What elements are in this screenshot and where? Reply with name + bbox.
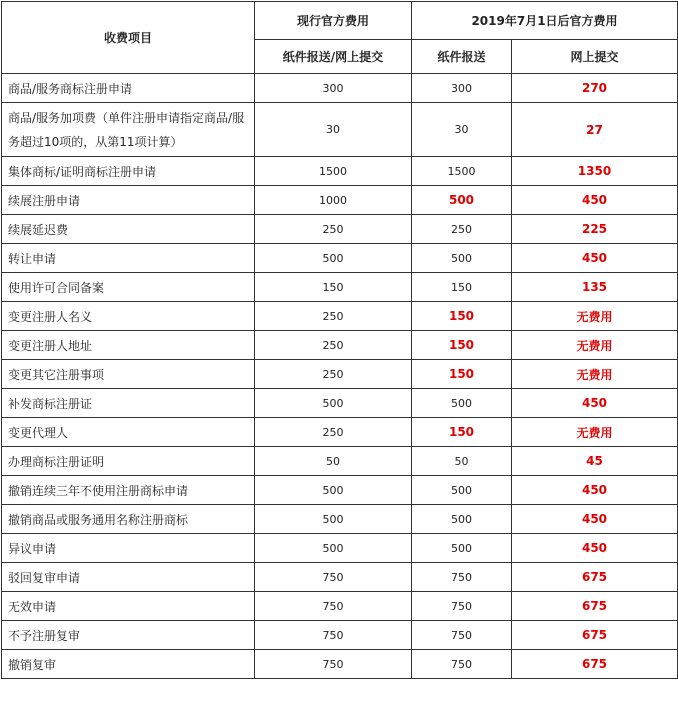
fee-current: 500: [255, 505, 412, 534]
header-new: 2019年7月1日后官方费用: [412, 2, 678, 40]
header-new-online: 网上提交: [512, 40, 678, 74]
fee-item-name: 驳回复审申请: [2, 563, 255, 592]
fee-new-online: 无费用: [512, 360, 678, 389]
fee-new-paper: 500: [412, 534, 512, 563]
fee-current: 150: [255, 273, 412, 302]
fee-item-name: 转让申请: [2, 244, 255, 273]
table-row: [2, 476, 678, 505]
fee-item-name: 变更注册人地址: [2, 331, 255, 360]
fee-current: 750: [255, 563, 412, 592]
fee-new-paper: 150: [412, 331, 512, 360]
fee-new-paper: 750: [412, 650, 512, 679]
fee-new-online: 225: [512, 215, 678, 244]
fee-new-paper: 500: [412, 244, 512, 273]
fee-new-online: 675: [512, 621, 678, 650]
header-current-sub: 纸件报送/网上提交: [255, 40, 412, 74]
fee-new-paper: 500: [412, 389, 512, 418]
fee-current: 250: [255, 215, 412, 244]
fee-new-online: 450: [512, 389, 678, 418]
fee-current: 250: [255, 331, 412, 360]
table-row: [2, 650, 678, 679]
fee-new-online: 270: [512, 74, 678, 103]
fee-current: 1000: [255, 186, 412, 215]
table-row: [2, 215, 678, 244]
table-row: [2, 331, 678, 360]
fee-new-online: 450: [512, 505, 678, 534]
fee-new-paper: 750: [412, 621, 512, 650]
fee-current: 500: [255, 534, 412, 563]
fee-new-paper: 150: [412, 418, 512, 447]
fee-current: 500: [255, 244, 412, 273]
table-row: [2, 505, 678, 534]
table-row: [2, 103, 678, 157]
fee-current: 300: [255, 74, 412, 103]
fee-current: 750: [255, 650, 412, 679]
fee-new-online: 1350: [512, 157, 678, 186]
fee-new-online: 无费用: [512, 418, 678, 447]
fee-current: 250: [255, 302, 412, 331]
fee-item-name: 使用许可合同备案: [2, 273, 255, 302]
fee-new-online: 无费用: [512, 331, 678, 360]
fee-item-name: 办理商标注册证明: [2, 447, 255, 476]
table-row: [2, 186, 678, 215]
fee-current: 50: [255, 447, 412, 476]
fee-new-online: 450: [512, 186, 678, 215]
table-row: [2, 563, 678, 592]
fee-current: 30: [255, 103, 412, 157]
table-row: [2, 592, 678, 621]
fee-new-online: 450: [512, 534, 678, 563]
header-item: 收费项目: [2, 2, 255, 74]
fee-new-online: 675: [512, 650, 678, 679]
fee-item-name: 续展延迟费: [2, 215, 255, 244]
header-new-paper: 纸件报送: [412, 40, 512, 74]
fee-new-paper: 300: [412, 74, 512, 103]
fee-new-online: 135: [512, 273, 678, 302]
fee-new-paper: 150: [412, 302, 512, 331]
fee-new-online: 675: [512, 563, 678, 592]
table-row: [2, 157, 678, 186]
table-row: [2, 418, 678, 447]
fee-new-paper: 750: [412, 592, 512, 621]
fee-new-paper: 250: [412, 215, 512, 244]
fee-new-paper: 750: [412, 563, 512, 592]
table-row: [2, 389, 678, 418]
table-row: [2, 534, 678, 563]
table-row: [2, 621, 678, 650]
fee-item-name: 变更其它注册事项: [2, 360, 255, 389]
fee-item-name: 变更注册人名义: [2, 302, 255, 331]
fee-item-name: 续展注册申请: [2, 186, 255, 215]
fee-new-paper: 500: [412, 186, 512, 215]
fee-new-paper: 500: [412, 505, 512, 534]
fee-item-name: 变更代理人: [2, 418, 255, 447]
fee-new-paper: 50: [412, 447, 512, 476]
fee-item-name: 撤销商品或服务通用名称注册商标: [2, 505, 255, 534]
fee-new-online: 450: [512, 476, 678, 505]
fee-current: 1500: [255, 157, 412, 186]
table-row: [2, 74, 678, 103]
fee-current: 250: [255, 418, 412, 447]
fee-item-name: 补发商标注册证: [2, 389, 255, 418]
fee-new-paper: 30: [412, 103, 512, 157]
fee-current: 750: [255, 592, 412, 621]
fee-item-name: 不予注册复审: [2, 621, 255, 650]
fee-item-name: 商品/服务商标注册申请: [2, 74, 255, 103]
table-row: [2, 447, 678, 476]
fee-table-body: [2, 74, 678, 679]
table-row: [2, 360, 678, 389]
table-row: [2, 244, 678, 273]
fee-new-online: 450: [512, 244, 678, 273]
fee-current: 500: [255, 476, 412, 505]
fee-item-name: 无效申请: [2, 592, 255, 621]
fee-current: 250: [255, 360, 412, 389]
fee-new-online: 无费用: [512, 302, 678, 331]
header-current: 现行官方费用: [255, 2, 412, 40]
fee-new-online: 675: [512, 592, 678, 621]
fee-new-online: 27: [512, 103, 678, 157]
fee-item-name: 商品/服务加项费（单件注册申请指定商品/服务超过10项的，从第11项计算）: [2, 103, 255, 157]
fee-current: 750: [255, 621, 412, 650]
fee-item-name: 集体商标/证明商标注册申请: [2, 157, 255, 186]
fee-new-paper: 150: [412, 273, 512, 302]
fee-table: [1, 1, 678, 679]
fee-new-paper: 1500: [412, 157, 512, 186]
fee-new-paper: 150: [412, 360, 512, 389]
table-row: [2, 273, 678, 302]
fee-item-name: 异议申请: [2, 534, 255, 563]
fee-current: 500: [255, 389, 412, 418]
fee-item-name: 撤销复审: [2, 650, 255, 679]
fee-item-name: 撤销连续三年不使用注册商标申请: [2, 476, 255, 505]
fee-new-online: 45: [512, 447, 678, 476]
fee-new-paper: 500: [412, 476, 512, 505]
table-row: [2, 302, 678, 331]
